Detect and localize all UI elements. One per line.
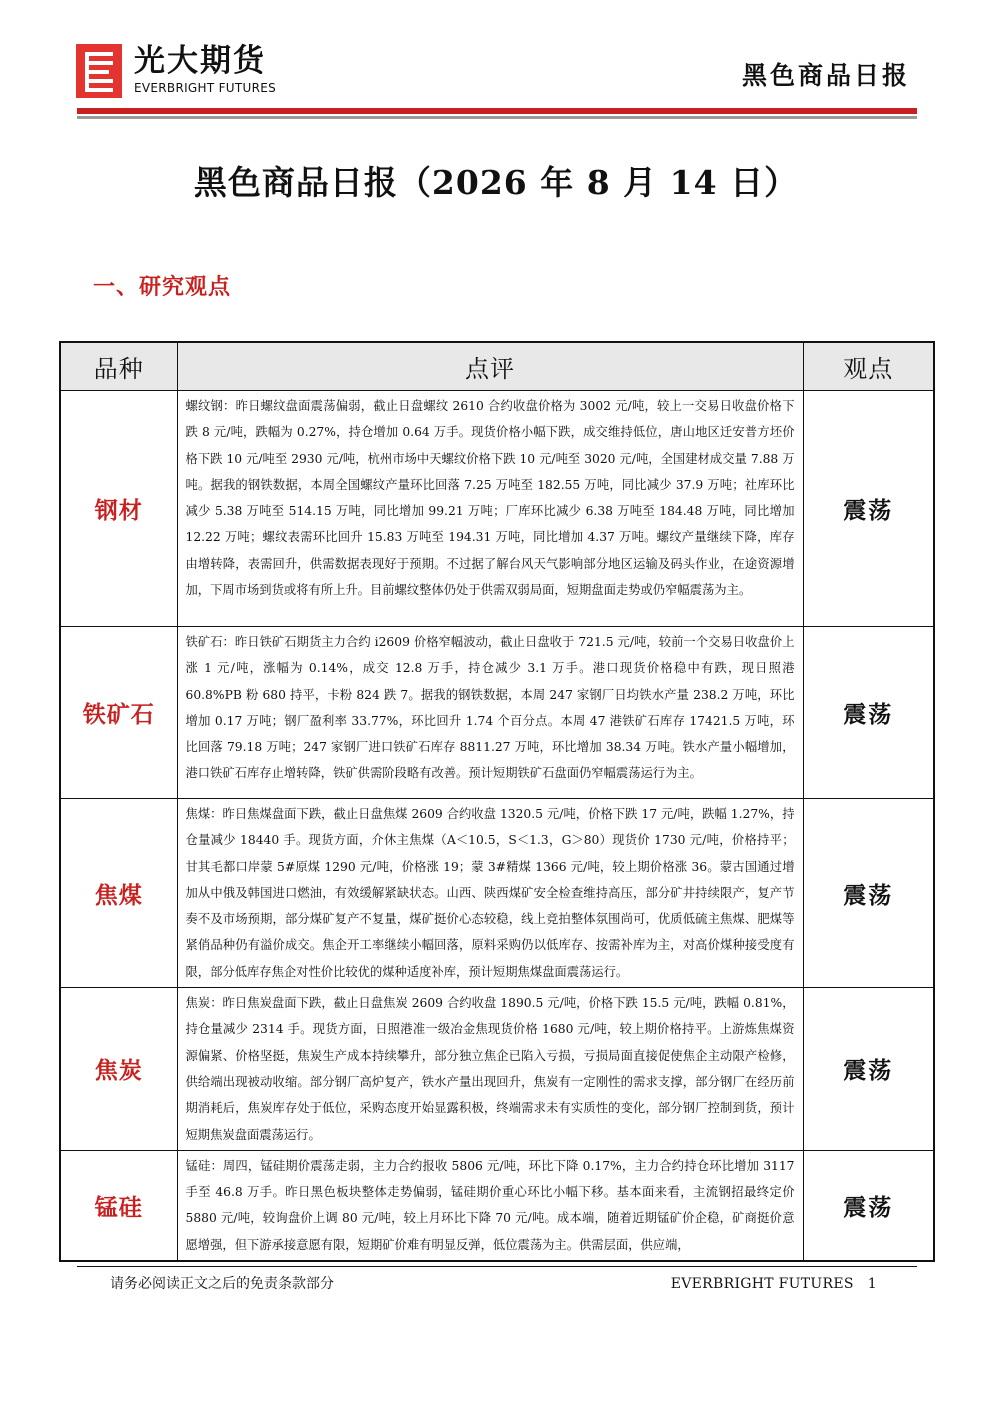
variety-cell: 钢材 <box>60 391 177 627</box>
page-header <box>0 0 992 125</box>
view-cell: 震荡 <box>803 1150 934 1261</box>
logo-text-cn: 光大期货 <box>134 43 266 79</box>
header-variety: 品种 <box>60 342 177 391</box>
variety-cell: 锰硅 <box>60 1150 177 1261</box>
everbright-logo-icon <box>76 44 122 98</box>
comment-cell: 焦炭：昨日焦炭盘面下跌，截止日盘焦炭 2609 合约收盘 1890.5 元/吨，价格下跌 15.5 元/吨，跌幅 0.81%，持仓量减少 2314 手。现货方面，日照港准一级冶金焦现货价格 1680 元/吨，较上期价格持平。上游炼焦煤资源偏紧、价格坚挺，焦炭生产成本持续攀升，部分独立焦企已陷入亏损，亏损局面直接促使焦企主动限产检修，供给端出现被动收缩。部分钢厂高炉复产，铁水产量出现回升，焦炭有一定刚性的需求支撑，部分钢厂在经历前期消耗后，焦炭库存处于低位，采购态度开始显露积极，终端需求未有实质性的变化，部分钢厂控制到货，预计短期焦炭盘面震荡运行。 <box>177 988 803 1151</box>
header-comment: 点评 <box>177 342 803 391</box>
logo-text-en: EVERBRIGHT FUTURES <box>134 81 277 95</box>
page-number: 1 <box>867 1276 877 1292</box>
section-title: 一、研究观点 <box>93 275 232 300</box>
variety-cell: 铁矿石 <box>60 627 177 799</box>
variety-cell: 焦煤 <box>60 799 177 988</box>
header-view: 观点 <box>803 342 934 391</box>
footer-disclaimer: 请务必阅读正文之后的免责条款部分 <box>110 1276 334 1292</box>
table-row <box>60 988 934 1151</box>
comment-text: 锰硅：周四，锰硅期价震荡走弱，主力合约报收 5806 元/吨，环比下降 0.17%，主力合约持仓环比增加 3117 手至 46.8 万手。昨日黑色板块整体走势偏弱，锰硅期价重心环比小幅下移。基本面来看，主流钢招最终定价 5880 元/吨，较询盘价上调 80 元/吨，较上月环比下降 70 元/吨。成本端，随着近期锰矿价企稳，矿商挺价意愿增强，但下游承接意愿有限，短期矿价难有明显反弹，低位震荡为主。供需层面，供应端， <box>185 1158 795 1252</box>
view-cell: 震荡 <box>803 627 934 799</box>
view-cell: 震荡 <box>803 988 934 1151</box>
comment-cell: 螺纹钢：昨日螺纹盘面震荡偏弱，截止日盘螺纹 2610 合约收盘价格为 3002 元/吨，较上一交易日收盘价格下跌 8 元/吨，跌幅为 0.27%，持仓增加 0.64 万手。现货价格小幅下跌，成交维持低位，唐山地区迁安普方坯价格下跌 10 元/吨至 2930 元/吨，杭州市场中天螺纹价格下跌 10 元/吨至 3020 元/吨，全国建材成交量 7.88 万吨。据我的钢铁数据，本周全国螺纹产量环比回落 7.25 万吨至 182.55 万吨，同比减少 37.9 万吨；社库环比减少 5.38 万吨至 514.15 万吨，同比增加 99.21 万吨；厂库环比减少 6.38 万吨至 184.48 万吨，同比增加 12.22 万吨；螺纹表需环比回升 15.83 万吨至 194.31 万吨，同比增加 4.37 万吨。螺纹产量继续下降，库存由增转降，表需回升，供需数据表现好于预期。不过据了解台风天气影响部分地区运输及码头作业，在途资源增加，下周市场到货或将有所上升。目前螺纹整体仍处于供需双弱局面，短期盘面走势或仍窄幅震荡为主。 <box>177 391 803 627</box>
table-row <box>60 391 934 627</box>
comment-cell <box>177 1150 803 1261</box>
research-views-table <box>59 341 935 1262</box>
comment-cell: 铁矿石：昨日铁矿石期货主力合约 i2609 价格窄幅波动，截止日盘收于 721.5 元/吨，较前一个交易日收盘价上涨 1 元/吨，涨幅为 0.14%，成交 12.8 万手，持仓减少 3.1 万手。港口现货价格稳中有跌，现日照港 60.8%PB 粉 680 持平，卡粉 824 跌 7。据我的钢铁数据，本周 247 家钢厂日均铁水产量 238.2 万吨，环比增加 0.17 万吨；钢厂盈利率 33.77%，环比回升 1.74 个百分点。本周 47 港铁矿石库存 17421.5 万吨，环比回落 79.18 万吨；247 家钢厂进口铁矿石库存 8811.27 万吨，环比增加 38.34 万吨。铁水产量小幅增加，港口铁矿石库存止增转降，铁矿供需阶段略有改善。预计短期铁矿石盘面仍窄幅震荡运行为主。 <box>177 627 803 799</box>
report-name: 黑色商品日报 <box>741 61 910 90</box>
table-header-row <box>60 342 934 391</box>
header-divider-gray <box>77 116 917 119</box>
view-cell: 震荡 <box>803 799 934 988</box>
variety-cell: 焦炭 <box>60 988 177 1151</box>
footer-brand-page <box>671 1274 877 1294</box>
header-divider-red <box>77 108 917 114</box>
table-row <box>60 799 934 988</box>
footer-brand: EVERBRIGHT FUTURES <box>670 1276 854 1292</box>
comment-cell: 焦煤：昨日焦煤盘面下跌，截止日盘焦煤 2609 合约收盘 1320.5 元/吨，价格下跌 17 元/吨，跌幅 1.27%，持仓量减少 18440 手。现货方面，介休主焦煤（A＜10.5，S＜1.3，G＞80）现货价 1730 元/吨，价格持平；甘其毛都口岸蒙 5#原煤 1290 元/吨，价格涨 19；蒙 3#精煤 1366 元/吨，较上期价格涨 36。蒙古国通过增加从中俄及韩国进口燃油，有效缓解紧缺状态。山西、陕西煤矿安全检查维持高压，部分矿井持续限产，复产节奏不及市场预期，部分煤矿复产不复量，煤矿挺价心态较稳，线上竞拍整体氛围尚可，优质低硫主焦煤、肥煤等紧俏品种仍有溢价成交。焦企开工率继续小幅回落，原料采购仍以低库存、按需补库为主，对高价煤种接受度有限，部分低库存焦企对性价比较优的煤种适度补库，预计短期焦煤盘面震荡运行。 <box>177 799 803 988</box>
page-title: 黑色商品日报（2026 年 8 月 14 日） <box>193 163 799 202</box>
table-row <box>60 627 934 799</box>
table-row <box>60 1150 934 1261</box>
view-cell: 震荡 <box>803 391 934 627</box>
footer-divider <box>77 1266 917 1267</box>
